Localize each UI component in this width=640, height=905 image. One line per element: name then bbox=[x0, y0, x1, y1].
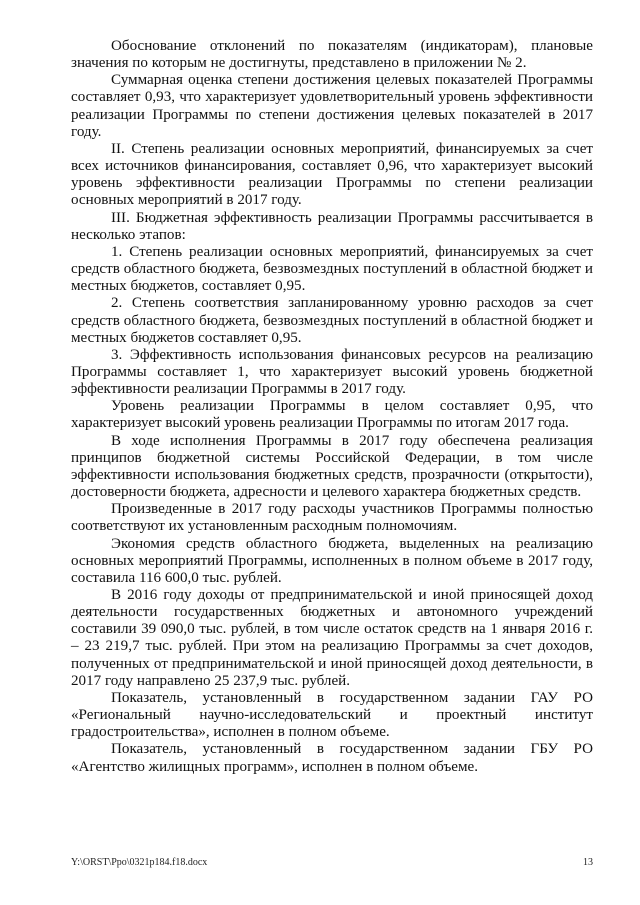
paragraph-gbu-indicator: Показатель, установленный в государственном задании ГБУ РО «Агентство жилищных программ», исполнен в полном объеме. bbox=[71, 741, 593, 775]
paragraph-stage-1: 1. Степень реализации основных мероприятий, финансируемых за счет средств областного бюджета, безвозмездных поступлений в областной бюджет и местных бюджетов, составляет 0,95. bbox=[71, 243, 593, 295]
document-body bbox=[71, 38, 593, 776]
paragraph-budget-savings: Экономия средств областного бюджета, выделенных на реализацию основных мероприятий Программы, исполненных в полном объеме в 2017 году, составила 116 600,0 тыс. рублей. bbox=[71, 535, 593, 586]
footer-file-path: Y:\ORST\Ppo\0321p184.f18.docx bbox=[71, 857, 208, 868]
paragraph-deviations-justification: Обоснование отклонений по показателям (индикаторам), плановые значения по которым не достигнуты, представлено в приложении № 2. bbox=[71, 38, 593, 72]
paragraph-budget-principles: В ходе исполнения Программы в 2017 году обеспечена реализация принципов бюджетной системы Российской Федерации, в том числе эффективности использования бюджетных средств, прозрачности (открытости), достоверности бюджета, адресности и целевого характера бюджетных средств. bbox=[71, 432, 593, 501]
paragraph-stage-2: 2. Степень соответствия запланированному уровню расходов за счет средств областного бюджета, безвозмездных поступлений в областной бюджет и местных бюджетов составляет 0,95. bbox=[71, 295, 593, 346]
paragraph-overall-level: Уровень реализации Программы в целом составляет 0,95, что характеризует высокий уровень реализации Программы по итогам 2017 года. bbox=[71, 398, 593, 432]
paragraph-main-activities-degree: II. Степень реализации основных мероприятий, финансируемых за счет всех источников финансирования, составляет 0,96, что характеризует высокий уровень эффективности реализации Программы по степени реализации основных мероприятий в 2017 году. bbox=[71, 140, 593, 209]
footer-page-number: 13 bbox=[583, 857, 593, 868]
paragraph-income-2016: В 2016 году доходы от предпринимательской и иной приносящей доход деятельности государственных бюджетных и автономного учреждений составили 39 090,0 тыс. рублей, в том числе остаток средств на 1 января 2016 г. – 23 219,7 тыс. рублей. При этом на реализацию Программы за счет доходов, полученных от предпринимательской и иной приносящей доход деятельности, в 2017 году направлено 25 237,9 тыс. рублей. bbox=[71, 587, 593, 689]
paragraph-target-indicators-score: Суммарная оценка степени достижения целевых показателей Программы составляет 0,93, что характеризует удовлетворительный уровень эффективности реализации Программы по степени достижения целевых показателей в 2017 году. bbox=[71, 72, 593, 140]
paragraph-stage-3: 3. Эффективность использования финансовых ресурсов на реализацию Программы составляет 1, что характеризует высокий уровень бюджетной эффективности реализации Программы в 2017 году. bbox=[71, 346, 593, 398]
paragraph-budget-efficiency-intro: III. Бюджетная эффективность реализации Программы рассчитывается в несколько этапов: bbox=[71, 209, 593, 243]
paragraph-expenses-compliance: Произведенные в 2017 году расходы участников Программы полностью соответствуют их установленным расходным полномочиям. bbox=[71, 501, 593, 535]
paragraph-gau-indicator: Показатель, установленный в государственном задании ГАУ РО «Региональный научно-исследовательский и проектный институт градостроительства», исполнен в полном объеме. bbox=[71, 689, 593, 741]
